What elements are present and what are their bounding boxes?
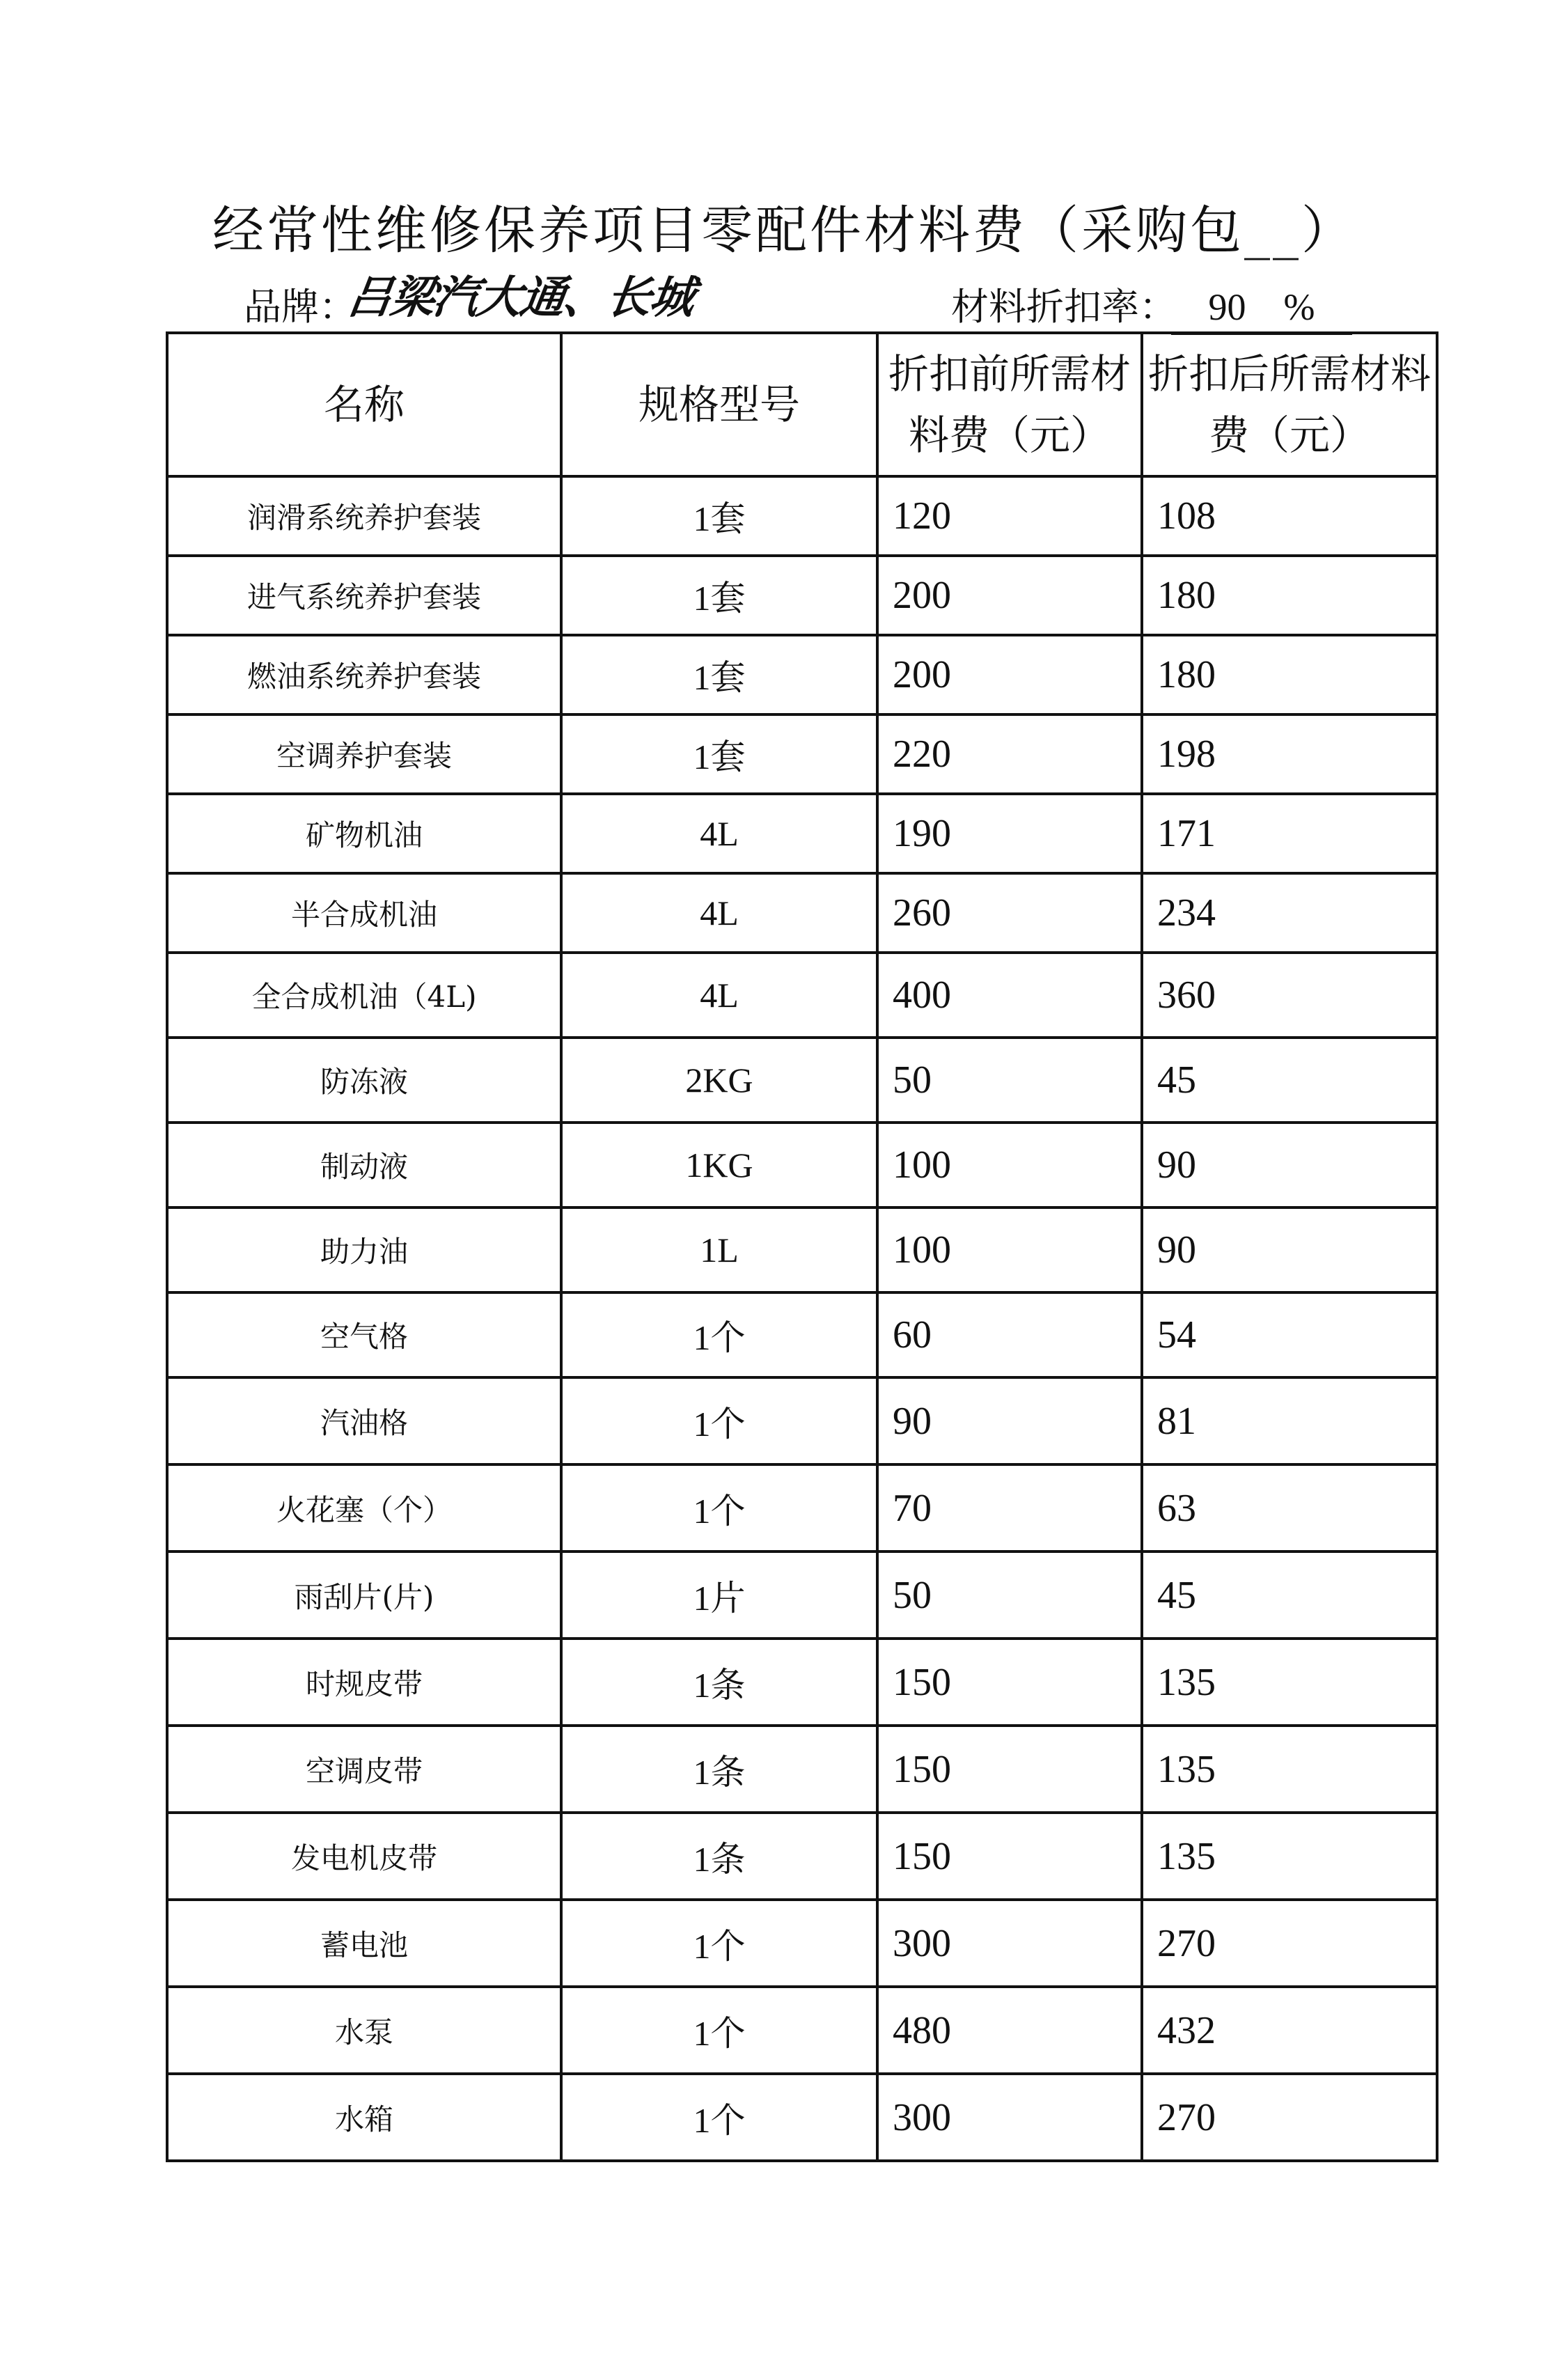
brand-handwritten-value: 吕梁汽大通、长城 <box>343 272 697 324</box>
row-name-cell: 空气格 <box>167 1292 561 1377</box>
row-name-cell: 汽油格 <box>167 1377 561 1464</box>
row-spec-cell: 1套 <box>561 476 877 556</box>
row-price-before-cell: 400 <box>877 953 1142 1038</box>
table-row <box>167 1900 1437 1987</box>
header-name: 名称 <box>167 333 561 476</box>
row-spec-cell: 1个 <box>561 1464 877 1552</box>
row-name-cell: 进气系统养护套装 <box>167 556 561 635</box>
row-price-after-cell: 135 <box>1142 1813 1437 1900</box>
row-name-cell: 雨刮片(片) <box>167 1552 561 1639</box>
row-spec-cell: 1个 <box>561 1900 877 1987</box>
row-spec-cell: 1个 <box>561 1292 877 1377</box>
row-price-before-cell: 70 <box>877 1464 1142 1552</box>
row-name-cell: 火花塞（个） <box>167 1464 561 1552</box>
row-spec-cell: 1套 <box>561 556 877 635</box>
row-name-cell: 水箱 <box>167 2074 561 2161</box>
brand-label: 品牌： <box>244 285 356 329</box>
table-body <box>167 476 1437 2161</box>
row-price-after-cell: 270 <box>1142 1900 1437 1987</box>
row-spec-cell: 1条 <box>561 1726 877 1813</box>
row-price-before-cell: 300 <box>877 1900 1142 1987</box>
row-price-before-cell: 50 <box>877 1038 1142 1123</box>
row-price-after-cell: 90 <box>1142 1123 1437 1207</box>
row-name-cell: 燃油系统养护套装 <box>167 635 561 714</box>
row-price-before-cell: 150 <box>877 1813 1142 1900</box>
row-price-before-cell: 90 <box>877 1377 1142 1464</box>
row-price-after-cell: 180 <box>1142 635 1437 714</box>
table-row <box>167 635 1437 714</box>
row-price-after-cell: 54 <box>1142 1292 1437 1377</box>
row-price-after-cell: 234 <box>1142 873 1437 953</box>
table-row <box>167 556 1437 635</box>
row-price-after-cell: 135 <box>1142 1726 1437 1813</box>
row-spec-cell: 2KG <box>561 1038 877 1123</box>
row-price-before-cell: 60 <box>877 1292 1142 1377</box>
row-price-after-cell: 45 <box>1142 1552 1437 1639</box>
table-row <box>167 1377 1437 1464</box>
materials-fee-table <box>166 331 1438 2162</box>
row-spec-cell: 4L <box>561 794 877 873</box>
row-price-before-cell: 100 <box>877 1207 1142 1292</box>
header-price-before: 折扣前所需材料费（元） <box>877 333 1142 476</box>
row-name-cell: 时规皮带 <box>167 1639 561 1726</box>
header-spec: 规格型号 <box>561 333 877 476</box>
row-price-before-cell: 220 <box>877 714 1142 794</box>
row-name-cell: 矿物机油 <box>167 794 561 873</box>
table-row <box>167 476 1437 556</box>
row-price-before-cell: 480 <box>877 1987 1142 2074</box>
row-name-cell: 空调养护套装 <box>167 714 561 794</box>
table-row <box>167 953 1437 1038</box>
discount-rate-label: 材料折扣率： <box>951 285 1177 329</box>
row-spec-cell: 1套 <box>561 714 877 794</box>
table-row <box>167 1292 1437 1377</box>
table-row <box>167 1552 1437 1639</box>
row-price-before-cell: 120 <box>877 476 1142 556</box>
row-name-cell: 制动液 <box>167 1123 561 1207</box>
row-name-cell: 水泵 <box>167 1987 561 2074</box>
row-price-after-cell: 180 <box>1142 556 1437 635</box>
row-spec-cell: 1个 <box>561 1987 877 2074</box>
discount-rate-value: 90 % <box>1171 277 1352 335</box>
table-row <box>167 1813 1437 1900</box>
row-price-before-cell: 150 <box>877 1639 1142 1726</box>
row-name-cell: 润滑系统养护套装 <box>167 476 561 556</box>
row-spec-cell: 1条 <box>561 1813 877 1900</box>
table-row <box>167 1987 1437 2074</box>
row-spec-cell: 1片 <box>561 1552 877 1639</box>
row-price-after-cell: 432 <box>1142 1987 1437 2074</box>
row-name-cell: 防冻液 <box>167 1038 561 1123</box>
row-price-before-cell: 150 <box>877 1726 1142 1813</box>
table-row <box>167 2074 1437 2161</box>
row-spec-cell: 1个 <box>561 2074 877 2161</box>
row-price-after-cell: 171 <box>1142 794 1437 873</box>
table-row <box>167 794 1437 873</box>
table-row <box>167 1123 1437 1207</box>
row-price-before-cell: 300 <box>877 2074 1142 2161</box>
row-price-before-cell: 50 <box>877 1552 1142 1639</box>
row-price-after-cell: 90 <box>1142 1207 1437 1292</box>
table-row <box>167 1038 1437 1123</box>
row-spec-cell: 1套 <box>561 635 877 714</box>
row-price-after-cell: 198 <box>1142 714 1437 794</box>
document-title: 经常性维修保养项目零配件材料费（采购包__） <box>212 201 1356 260</box>
row-spec-cell: 1个 <box>561 1377 877 1464</box>
row-price-after-cell: 108 <box>1142 476 1437 556</box>
row-name-cell: 发电机皮带 <box>167 1813 561 1900</box>
table-row <box>167 1207 1437 1292</box>
row-name-cell: 半合成机油 <box>167 873 561 953</box>
row-spec-cell: 4L <box>561 953 877 1038</box>
row-price-after-cell: 135 <box>1142 1639 1437 1726</box>
row-price-before-cell: 190 <box>877 794 1142 873</box>
row-spec-cell: 1L <box>561 1207 877 1292</box>
row-price-after-cell: 270 <box>1142 2074 1437 2161</box>
row-price-before-cell: 200 <box>877 635 1142 714</box>
row-name-cell: 全合成机油（4L) <box>167 953 561 1038</box>
row-price-before-cell: 100 <box>877 1123 1142 1207</box>
row-price-after-cell: 45 <box>1142 1038 1437 1123</box>
table-row <box>167 1464 1437 1552</box>
table-row <box>167 873 1437 953</box>
table-row <box>167 1726 1437 1813</box>
table-row <box>167 714 1437 794</box>
row-price-before-cell: 260 <box>877 873 1142 953</box>
row-price-after-cell: 63 <box>1142 1464 1437 1552</box>
row-name-cell: 空调皮带 <box>167 1726 561 1813</box>
row-name-cell: 助力油 <box>167 1207 561 1292</box>
row-spec-cell: 4L <box>561 873 877 953</box>
table-row <box>167 1639 1437 1726</box>
row-spec-cell: 1条 <box>561 1639 877 1726</box>
header-price-after: 折扣后所需材料费（元） <box>1142 333 1437 476</box>
row-price-before-cell: 200 <box>877 556 1142 635</box>
row-price-after-cell: 81 <box>1142 1377 1437 1464</box>
row-name-cell: 蓄电池 <box>167 1900 561 1987</box>
row-spec-cell: 1KG <box>561 1123 877 1207</box>
table-header-row <box>167 333 1437 476</box>
row-price-after-cell: 360 <box>1142 953 1437 1038</box>
